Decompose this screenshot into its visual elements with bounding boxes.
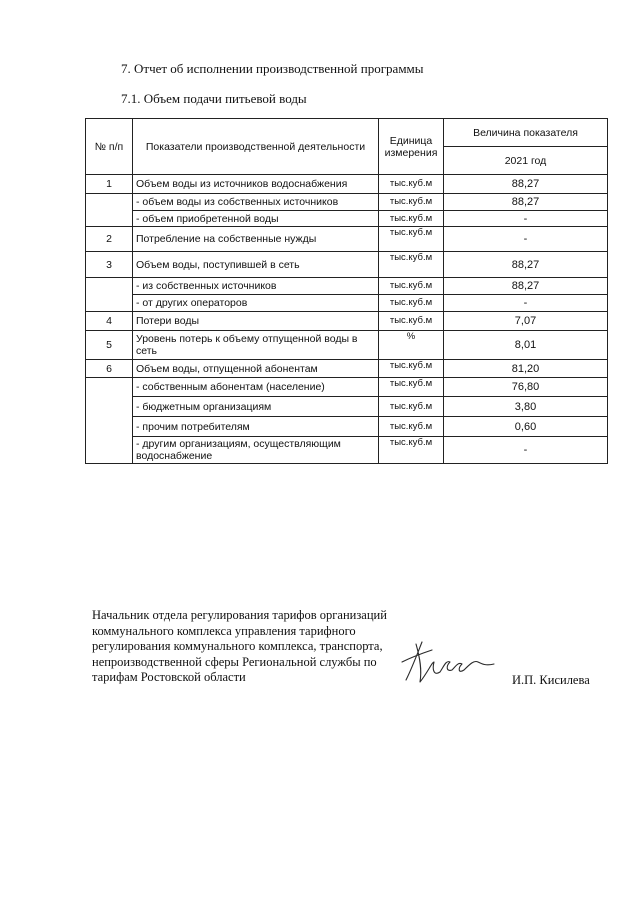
- row-unit: тыс.куб.м: [379, 312, 444, 331]
- row-value: -: [444, 437, 608, 464]
- header-num: № п/п: [86, 119, 133, 175]
- row-indicator: - от других операторов: [133, 295, 379, 312]
- row-indicator: - прочим потребителям: [133, 417, 379, 437]
- row-unit: тыс.куб.м: [379, 194, 444, 211]
- row-num: 6: [86, 360, 133, 378]
- row-value: 7,07: [444, 312, 608, 331]
- row-unit: тыс.куб.м: [379, 227, 444, 252]
- row-num: 4: [86, 312, 133, 331]
- signer-position: Начальник отдела регулирования тарифов организаций коммунального комплекса управления тарифного регулирования коммунального комплекса, транспорта, непроизводственной сферы Региональной службы по тарифам Ростовской области: [92, 608, 387, 684]
- section-title: 7. Отчет об исполнении производственной программы: [121, 61, 424, 76]
- row-num: 3: [86, 252, 133, 278]
- header-unit: Единица измерения: [379, 119, 444, 175]
- row-value: 81,20: [444, 360, 608, 378]
- header-year: 2021 год: [444, 147, 608, 175]
- row-unit: тыс.куб.м: [379, 378, 444, 397]
- signer-name: И.П. Кисилева: [512, 673, 590, 687]
- row-value: 88,27: [444, 194, 608, 211]
- row-unit: тыс.куб.м: [379, 437, 444, 464]
- row-unit: тыс.куб.м: [379, 360, 444, 378]
- row-indicator: Потери воды: [133, 312, 379, 331]
- row-unit: тыс.куб.м: [379, 417, 444, 437]
- row-value: 88,27: [444, 252, 608, 278]
- row-indicator: - собственным абонентам (население): [133, 378, 379, 397]
- row-unit: тыс.куб.м: [379, 211, 444, 227]
- row-unit: тыс.куб.м: [379, 397, 444, 417]
- row-indicator: Объем воды, отпущенной абонентам: [133, 360, 379, 378]
- row-value: -: [444, 227, 608, 252]
- row-unit: тыс.куб.м: [379, 278, 444, 295]
- row-indicator: Уровень потерь к объему отпущенной воды в сеть: [133, 331, 379, 360]
- row-value: 8,01: [444, 331, 608, 360]
- row-num: [86, 278, 133, 312]
- row-value: 88,27: [444, 175, 608, 194]
- row-indicator: Объем воды из источников водоснабжения: [133, 175, 379, 194]
- header-value-group: Величина показателя: [444, 119, 608, 147]
- row-num: [86, 378, 133, 464]
- row-value: -: [444, 295, 608, 312]
- row-num: 5: [86, 331, 133, 360]
- row-indicator: - другим организациям, осуществляющим водоснабжение: [133, 437, 379, 464]
- row-num: 1: [86, 175, 133, 194]
- row-indicator: - бюджетным организациям: [133, 397, 379, 417]
- row-unit: тыс.куб.м: [379, 295, 444, 312]
- row-indicator: - объем приобретенной воды: [133, 211, 379, 227]
- row-num: [86, 194, 133, 227]
- water-supply-table: [85, 118, 608, 464]
- row-unit: %: [379, 331, 444, 360]
- row-indicator: - из собственных источников: [133, 278, 379, 295]
- row-indicator: Объем воды, поступившей в сеть: [133, 252, 379, 278]
- handwritten-signature: [398, 632, 498, 692]
- row-value: -: [444, 211, 608, 227]
- row-value: 76,80: [444, 378, 608, 397]
- header-indicator: Показатели производственной деятельности: [133, 119, 379, 175]
- row-value: 88,27: [444, 278, 608, 295]
- row-unit: тыс.куб.м: [379, 252, 444, 278]
- row-indicator: - объем воды из собственных источников: [133, 194, 379, 211]
- row-num: 2: [86, 227, 133, 252]
- row-indicator: Потребление на собственные нужды: [133, 227, 379, 252]
- row-unit: тыс.куб.м: [379, 175, 444, 194]
- row-value: 3,80: [444, 397, 608, 417]
- subsection-title: 7.1. Объем подачи питьевой воды: [121, 91, 307, 106]
- row-value: 0,60: [444, 417, 608, 437]
